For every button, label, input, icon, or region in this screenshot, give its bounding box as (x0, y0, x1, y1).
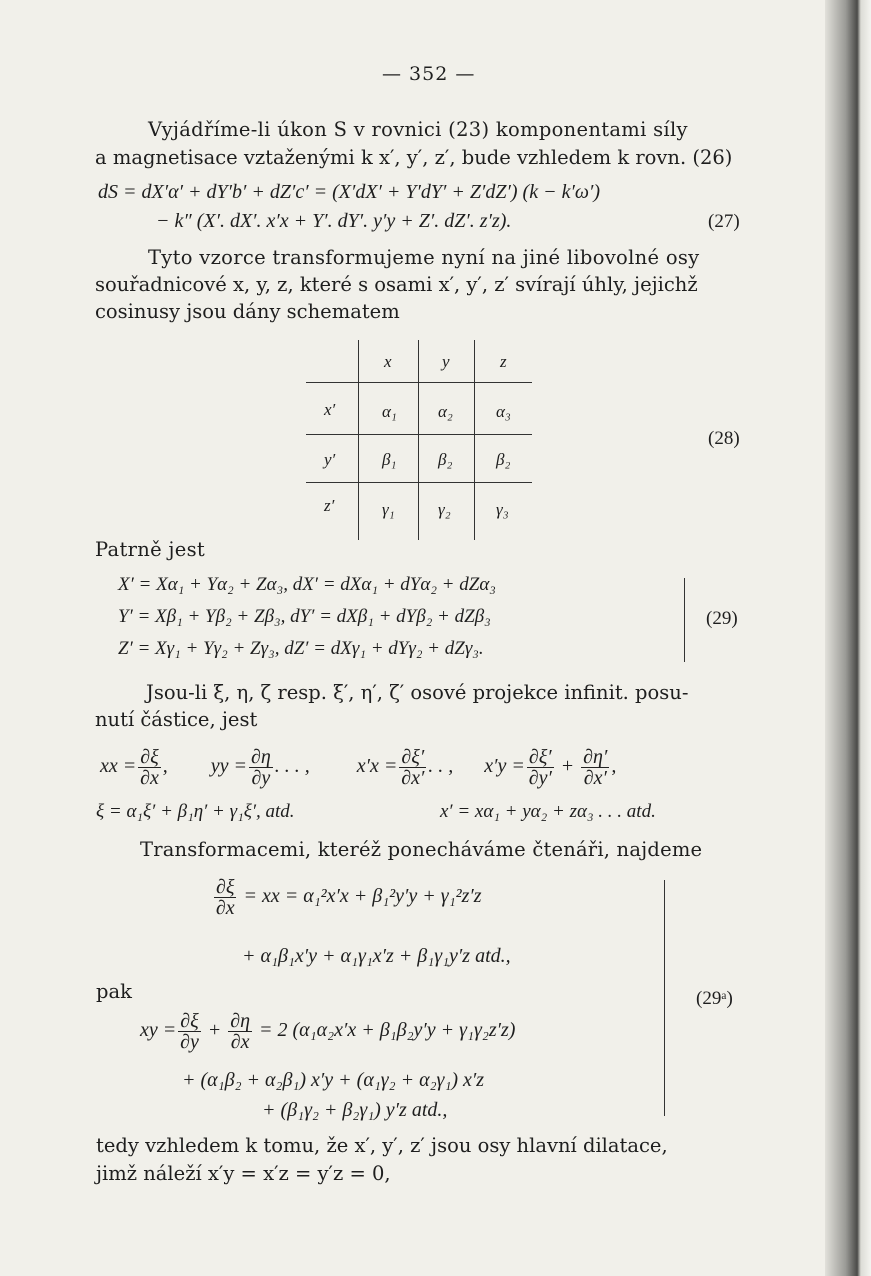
table-cell: α₃ (496, 402, 511, 421)
yy-dots: . . . , (274, 755, 310, 777)
xx-fraction: $\frac{\partial\xi}{\partial x}$ (140, 745, 159, 789)
para3-line2: nutí částice, jest (95, 708, 258, 731)
yy-fraction: $\frac{\partial\eta}{\partial y}$ (250, 745, 271, 789)
table-header-x: x (384, 352, 392, 371)
table-cell: β₂ (496, 450, 511, 469)
eq29a-fraction-3: $\frac{\partial\eta}{\partial x}$ (230, 1009, 251, 1053)
patrne-jest: Patrně jest (95, 538, 206, 561)
eq29a-line4: + (α₁β₂ + α₂β₁) x′y + (α₁γ₂ + α₂γ₁) x′z (182, 1069, 485, 1091)
eq29-number: (29) (706, 608, 738, 629)
xi-line-right: x′ = xα₁ + yα₂ + zα₃ . . . atd. (440, 801, 656, 822)
table-vline-2 (418, 340, 419, 540)
para1-line2: a magnetisace vztaženými k x′, y′, z′, bude vzhledem k rovn. (26) (95, 146, 733, 169)
eq29a-line1-rest: = xx = α₁²x′x + β₁²y′y + γ₁²z′z (243, 885, 482, 907)
table-cell: β₂ (438, 450, 453, 469)
para5-line2: jimž náleží x′y = x′z = y′z = 0, (96, 1162, 391, 1185)
eq29-brace (674, 578, 685, 662)
pak-label: pak (96, 980, 132, 1003)
table-row-label-x: x′ (324, 400, 336, 419)
eq29a-line1 (212, 874, 482, 918)
table-cell: β₁ (382, 450, 397, 469)
xx-lhs: xx = (100, 755, 137, 777)
eq27-line2: − k″ (X′. dX′. x′x + Y′. dY′. y′y + Z′. dZ′. z′z). (156, 210, 512, 232)
eq28-number: (28) (708, 428, 740, 449)
eq29a-line5: + (β₁γ₂ + β₂γ₁) y′z atd., (262, 1099, 448, 1121)
eq29a-line3: xy = $\frac{\partial\xi}{\partial y}$ + $\frac{\partial\eta}{\partial x}$ = 2 (α₁α₂x′x + β₁β₂y′y + γ₁γ₂z′z) (140, 1009, 516, 1053)
xy-lhs: xy = (140, 1019, 177, 1041)
page-number: — 352 — (382, 63, 476, 85)
eq27-line1: dS = dX′α′ + dY′b′ + dZ′c′ = (X′dX′ + Y′dY′ + Z′dZ′) (k − k′ω′) (98, 181, 601, 203)
para5-line1: tedy vzhledem k tomu, že x′, y′, z′ jsou osy hlavní dilatace, (96, 1134, 668, 1157)
table-hline-2 (306, 434, 532, 435)
yy-lhs: yy = (210, 755, 247, 777)
xpy-fraction-2: $\frac{\partial\eta'}{\partial x'}$ (583, 745, 608, 789)
para3-line1: Jsou-li ξ, η, ζ resp. ξ′, η′, ζ′ osové projekce infinit. posu- (146, 681, 689, 704)
xi-line-left: ξ = α₁ξ′ + β₁η′ + γ₁ξ′, atd. (96, 801, 295, 822)
table-header-z: z (500, 352, 507, 371)
table-row-label-y: y′ (324, 450, 336, 469)
xpx-dots: . . , (428, 755, 454, 777)
table-cell: α₂ (438, 402, 453, 421)
eq29a-brace (654, 880, 665, 1116)
xpy-fraction-1: $\frac{\partial\xi'}{\partial y'}$ (528, 745, 552, 789)
table-vline-3 (474, 340, 475, 540)
eq29-line3: Z′ = Xγ₁ + Yγ₂ + Zγ₃, dZ′ = dXγ₁ + dYγ₂ + dZγ₃. (118, 638, 484, 659)
table-hline-1 (306, 382, 532, 383)
eq29a-number: (29ᵃ) (696, 988, 733, 1009)
table-cell: γ₃ (496, 500, 509, 519)
para2-line3: cosinusy jsou dány schematem (95, 300, 400, 323)
para1-line1: Vyjádříme-li úkon S v rovnici (23) komponentami síly (148, 118, 688, 141)
eq29a-fraction-2: $\frac{\partial\xi}{\partial y}$ (180, 1009, 199, 1053)
eq29a-fraction-1: $\frac{\partial\xi}{\partial x}$ (215, 875, 235, 919)
eq29-line2: Y′ = Xβ₁ + Yβ₂ + Zβ₃, dY′ = dXβ₁ + dYβ₂ + dZβ₃ (118, 606, 491, 627)
table-hline-3 (306, 482, 532, 483)
eq27-number: (27) (708, 211, 740, 232)
derivative-definitions: xx = $\frac{\partial\xi}{\partial x}$ , yy = $\frac{\partial\eta}{\partial y}$ . . . , x′x = $\frac{\partial\xi'}{\partial x'}$ . . , x′y = $\frac{\partial\xi'}{\partial y'}$ + $\frac{\partial\eta'}{\partial x'}$ , (100, 745, 617, 789)
xpy-lhs: x′y = (484, 755, 525, 777)
xpx-lhs: x′x = (356, 755, 398, 777)
table-cell: α₁ (382, 402, 397, 421)
xpx-fraction: $\frac{\partial\xi'}{\partial x'}$ (401, 745, 425, 789)
table-vline-main (358, 340, 359, 540)
table-row-label-z: z′ (324, 496, 335, 515)
cosine-table (306, 340, 532, 540)
para4: Transformacemi, kteréž ponecháváme čtenáři, najdeme (140, 838, 703, 861)
para2-line1: Tyto vzorce transformujeme nyní na jiné libovolné osy (148, 246, 700, 269)
table-cell: γ₂ (438, 500, 451, 519)
eq29a-line2: + α₁β₁x′y + α₁γ₁x′z + β₁γ₁y′z atd., (242, 945, 511, 967)
para2-line2: souřadnicové x, y, z, které s osami x′, y′, z′ svírají úhly, jejichž (95, 273, 698, 296)
table-header-y: y (442, 352, 450, 371)
eq29-line1: X′ = Xα₁ + Yα₂ + Zα₃, dX′ = dXα₁ + dYα₂ + dZα₃ (118, 574, 496, 595)
table-cell: γ₁ (382, 500, 395, 519)
eq29a-line3-rest: = 2 (α₁α₂x′x + β₁β₂y′y + γ₁γ₂z′z) (259, 1019, 516, 1041)
